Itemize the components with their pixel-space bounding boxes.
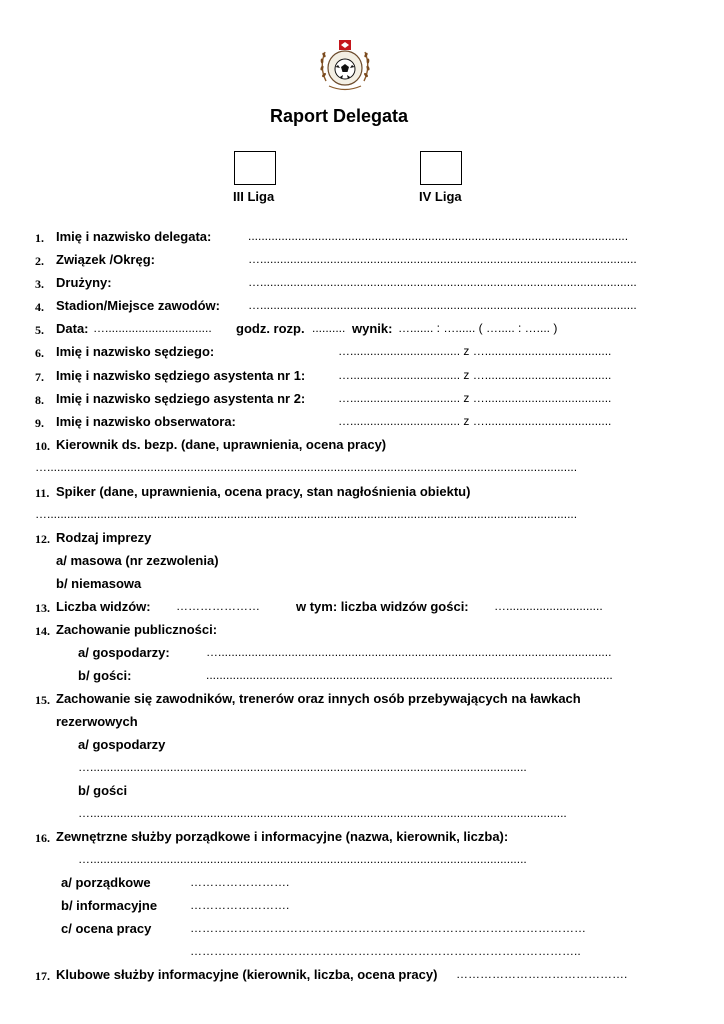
delegate-name-label: Imię i nazwisko delegata: — [56, 229, 212, 244]
stadium-field[interactable]: …................................................................................................................. — [248, 298, 637, 312]
announcer-field[interactable]: …............................................................................................................................................................... — [35, 507, 578, 521]
bench-behavior-label-cont: rezerwowych — [56, 714, 138, 729]
date-field[interactable]: …................................ — [93, 321, 212, 335]
external-services-label: Zewnętrzne służby porządkowe i informacyjne (nazwa, kierownik, liczba): — [56, 829, 509, 844]
away-audience-label: b/ gości: — [78, 668, 132, 683]
item-number: 9. — [35, 416, 44, 430]
info-service-field[interactable]: ……………………. — [190, 898, 290, 912]
teams-label: Drużyny: — [56, 275, 112, 290]
item-number: 14. — [35, 624, 50, 638]
item-number: 4. — [35, 300, 44, 314]
item-number: 6. — [35, 346, 44, 360]
observer-field[interactable]: …................................. z …...................................... — [338, 414, 612, 428]
info-service-label: b/ informacyjne — [61, 898, 158, 913]
item-number: 3. — [35, 277, 44, 291]
score-field[interactable]: …....... : …...... ( …..... : ….... ) — [398, 321, 558, 335]
home-audience-label: a/ gospodarzy: — [78, 645, 170, 660]
item-number: 17. — [35, 969, 50, 983]
assistant-2-label: Imię i nazwisko sędziego asystenta nr 2: — [56, 391, 306, 406]
item-number: 5. — [35, 323, 44, 337]
date-label: Data: — [56, 321, 89, 336]
work-rating-label: c/ ocena pracy — [61, 921, 152, 936]
start-time-label: godz. rozp. — [236, 321, 305, 336]
home-audience-field[interactable]: …...................................................................................................................... — [206, 645, 612, 659]
security-manager-label: Kierownik ds. bezp. (dane, uprawnienia, ocena pracy) — [56, 437, 387, 452]
assistant-2-field[interactable]: …................................. z …...................................... — [338, 391, 612, 405]
event-type-label: Rodzaj imprezy — [56, 530, 152, 545]
league-iv-label: IV Liga — [419, 189, 462, 204]
item-number: 2. — [35, 254, 44, 268]
item-number: 15. — [35, 693, 50, 707]
referee-field[interactable]: …................................. z …...................................... — [338, 344, 612, 358]
work-rating-field-2[interactable]: …………………………………………………………………………………….. — [190, 944, 581, 958]
away-bench-label: b/ gości — [78, 783, 128, 798]
item-number: 7. — [35, 370, 44, 384]
assistant-1-field[interactable]: …................................. z …...................................... — [338, 368, 612, 382]
spectators-field[interactable]: ………………… — [176, 599, 260, 613]
event-type-mass-option[interactable]: a/ masowa (nr zezwolenia) — [56, 553, 219, 568]
item-number: 1. — [35, 231, 44, 245]
item-number: 10. — [35, 439, 50, 453]
referee-label: Imię i nazwisko sędziego: — [56, 344, 215, 359]
bench-behavior-label: Zachowanie się zawodników, trenerów oraz innych osób przebywających na ławkach — [56, 691, 581, 706]
item-number: 12. — [35, 532, 50, 546]
order-service-field[interactable]: ……………………. — [190, 875, 290, 889]
work-rating-field-1[interactable]: ……………………………………………………………………………………… — [190, 921, 586, 935]
delegate-name-field[interactable]: .................................................................................................................. — [248, 229, 629, 243]
federation-emblem-icon — [316, 37, 374, 95]
assistant-1-label: Imię i nazwisko sędziego asystenta nr 1: — [56, 368, 306, 383]
item-number: 11. — [35, 486, 50, 500]
security-manager-field[interactable]: …............................................................................................................................................................... — [35, 460, 578, 474]
observer-label: Imię i nazwisko obserwatora: — [56, 414, 236, 429]
start-time-field[interactable]: .......... — [312, 321, 346, 335]
association-field[interactable]: …................................................................................................................. — [248, 252, 637, 266]
away-spectators-field[interactable]: …............................. — [494, 599, 603, 613]
league-iii-checkbox[interactable] — [234, 151, 276, 185]
audience-behavior-label: Zachowanie publiczności: — [56, 622, 218, 637]
home-bench-label: a/ gospodarzy — [78, 737, 166, 752]
teams-field[interactable]: …................................................................................................................. — [248, 275, 637, 289]
item-number: 8. — [35, 393, 44, 407]
stadium-label: Stadion/Miejsce zawodów: — [56, 298, 220, 313]
league-iv-checkbox[interactable] — [420, 151, 462, 185]
away-bench-field[interactable]: …............................................................................................................................................... — [78, 806, 567, 820]
announcer-label: Spiker (dane, uprawnienia, ocena pracy, stan nagłośnienia obiektu) — [56, 484, 471, 499]
club-info-services-field[interactable]: ……………………………………. — [456, 967, 628, 981]
league-iii-label: III Liga — [233, 189, 275, 204]
page-title: Raport Delegata — [270, 106, 409, 126]
away-audience-field[interactable]: .......................................................................................................................... — [206, 668, 613, 682]
score-label: wynik: — [352, 321, 393, 336]
external-services-field[interactable]: …................................................................................................................................... — [78, 852, 527, 866]
home-bench-field[interactable]: …................................................................................................................................... — [78, 760, 527, 774]
order-service-label: a/ porządkowe — [61, 875, 151, 890]
item-number: 13. — [35, 601, 50, 615]
away-spectators-label: w tym: liczba widzów gości: — [296, 599, 469, 614]
club-info-services-label: Klubowe służby informacyjne (kierownik, liczba, ocena pracy) — [56, 967, 438, 982]
association-label: Związek /Okręg: — [56, 252, 155, 267]
spectators-label: Liczba widzów: — [56, 599, 151, 614]
event-type-nonmass-option[interactable]: b/ niemasowa — [56, 576, 142, 591]
item-number: 16. — [35, 831, 50, 845]
